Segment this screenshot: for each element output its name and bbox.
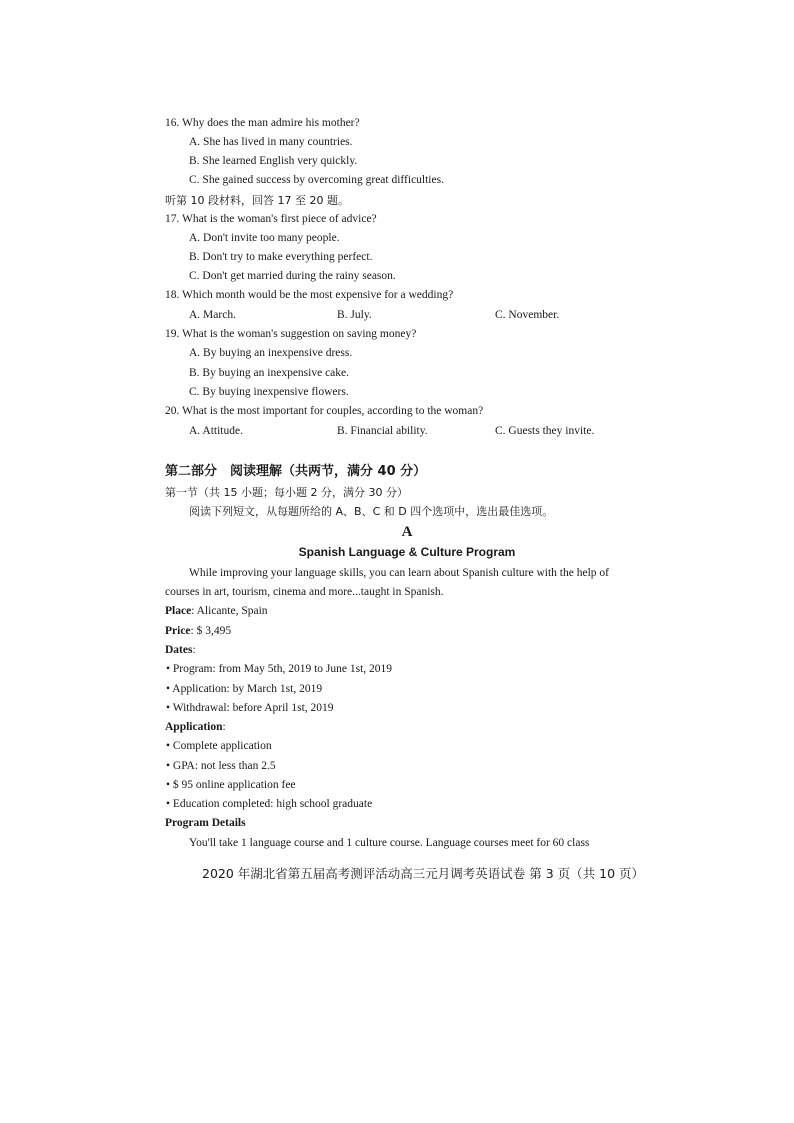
application-item-education: • Education completed: high school graduate	[166, 798, 373, 810]
program-details-label: Program Details	[165, 817, 246, 829]
question-19: 19. What is the woman's suggestion on saving money?	[165, 328, 417, 340]
program-details-line-1: You'll take 1 language course and 1 culture course. Language courses meet for 60 class	[189, 837, 590, 849]
page-footer: 2020 年湖北省第五届高考测评活动高三元月调考英语试卷 第 3 页（共 10 页）	[202, 866, 645, 881]
q19-option-c: C. By buying inexpensive flowers.	[189, 386, 349, 398]
question-16: 16. Why does the man admire his mother?	[165, 117, 360, 129]
q16-option-a: A. She has lived in many countries.	[189, 136, 353, 148]
q20-option-b: B. Financial ability.	[337, 425, 428, 437]
q17-option-a: A. Don't invite too many people.	[189, 232, 340, 244]
dates-colon: :	[192, 644, 196, 656]
q19-option-b: B. By buying an inexpensive cake.	[189, 367, 350, 379]
dates-application: • Application: by March 1st, 2019	[166, 683, 323, 695]
application-heading	[165, 718, 226, 737]
q18-option-b: B. July.	[337, 309, 372, 321]
q18-option-c: C. November.	[495, 309, 560, 321]
application-item-complete: • Complete application	[166, 740, 272, 752]
passage-letter: A	[401, 524, 413, 540]
q20-option-c: C. Guests they invite.	[495, 425, 595, 437]
q16-option-b: B. She learned English very quickly.	[189, 155, 358, 167]
dates-withdrawal: • Withdrawal: before April 1st, 2019	[166, 702, 334, 714]
passage-intro-line-2: courses in art, tourism, cinema and more...taught in Spanish.	[165, 586, 444, 598]
question-20: 20. What is the most important for couples, according to the woman?	[165, 405, 484, 417]
section-one-title: 第一节（共 15 小题；每小题 2 分，满分 30 分）	[165, 486, 408, 499]
application-label: Application	[165, 721, 223, 733]
price-value: : $ 3,495	[190, 625, 232, 637]
reading-instruction: 阅读下列短文，从每题所给的 A、B、C 和 D 四个选项中，选出最佳选项。	[189, 505, 554, 518]
dates-heading	[165, 641, 196, 660]
q19-option-a: A. By buying an inexpensive dress.	[189, 347, 353, 359]
q17-option-b: B. Don't try to make everything perfect.	[189, 251, 373, 263]
dates-program: • Program: from May 5th, 2019 to June 1st, 2019	[166, 663, 393, 675]
price-row	[165, 622, 231, 641]
place-value: : Alicante, Spain	[191, 605, 268, 617]
part-two-title: 第二部分 阅读理解（共两节，满分 40 分）	[165, 464, 427, 479]
q16-option-c: C. She gained success by overcoming great difficulties.	[189, 174, 444, 186]
application-item-fee: • $ 95 online application fee	[166, 779, 296, 791]
place-label: Place	[165, 605, 192, 617]
passage-title: Spanish Language & Culture Program	[298, 545, 516, 559]
question-18: 18. Which month would be the most expensive for a wedding?	[165, 289, 454, 301]
price-label: Price	[165, 625, 191, 637]
instruction-segment-10: 听第 10 段材料，回答 17 至 20 题。	[165, 194, 349, 207]
application-colon: :	[222, 721, 226, 733]
question-17: 17. What is the woman's first piece of advice?	[165, 213, 377, 225]
q20-option-a: A. Attitude.	[189, 425, 243, 437]
dates-label: Dates	[165, 644, 193, 656]
q18-option-a: A. March.	[189, 309, 236, 321]
q17-option-c: C. Don't get married during the rainy season.	[189, 270, 396, 282]
application-item-gpa: • GPA: not less than 2.5	[166, 760, 276, 772]
place-row	[165, 602, 268, 621]
passage-intro-line-1: While improving your language skills, you can learn about Spanish culture with the help of	[189, 567, 609, 579]
